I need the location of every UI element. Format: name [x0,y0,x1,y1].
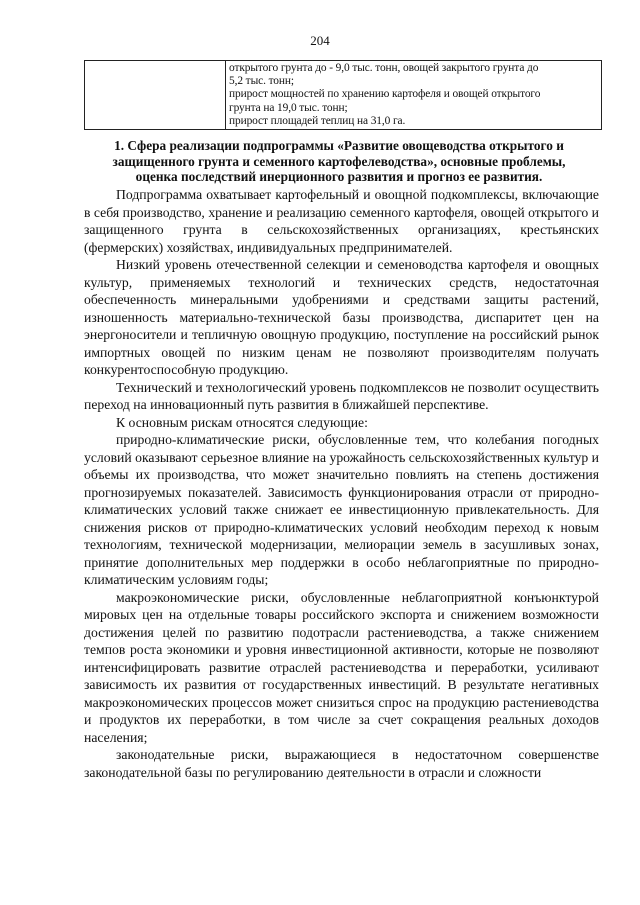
paragraph-problems: Низкий уровень отечественной селекции и семеноводства картофеля и овощных культур, применяемых технологий и технических средств, недостаточная обеспеченность минеральными удобрениями и средствами защиты растений, изношенность материально-технической базы производства, диспаритет цен на энергоносители и тепличную овощную продукцию, поступление на российский рынок импортных овощей по низким ценам не позволяют производителям получать конкурентоспособную продукцию. [84,257,599,377]
paragraph-climate-risks: природно-климатические риски, обусловленные тем, что колебания погодных условий оказывают серьезное влияние на урожайность сельскохозяйственных культур и объемы их производства, что может значительно повлиять на степень достижения прогнозируемых показателей. Зависимость функционирования отрасли от природно-климатических условий также снижает ее инвестиционную привлекательность. Для снижения рисков от природно-климатических условий необходим переход к новым технологиям, технической модернизации, мелиорации земель в засушливых зонах, принятие дополнительных мер поддержки в особо неблагоприятные по природно-климатическим условиям годы; [84,432,599,587]
continuation-table [84,60,602,130]
table-cell-line: грунта на 19,0 тыс. тонн; [229,101,348,114]
paragraph-overview: Подпрограмма охватывает картофельный и овощной подкомплексы, включающие в себя производство, хранение и реализацию семенного картофеля, овощей открытого и защищенного грунта в сельскохозяйственных организациях, крестьянских (фермерских) хозяйствах, индивидуальных предпринимателей. [84,187,599,255]
table-cell-line: прирост мощностей по хранению картофеля и овощей открытого [229,88,541,101]
table-cell-line: прирост площадей теплиц на 31,0 га. [229,114,406,127]
table-cell-line: открытого грунта до - 9,0 тыс. тонн, овощей закрытого грунта до [229,62,539,74]
paragraph-tech-level: Технический и технологический уровень подкомплексов не позволит осуществить переход на инновационный путь развития в ближайшей перспективе. [84,379,599,412]
body-text [84,186,599,781]
section-heading-line: защищенного грунта и семенного картофелеводства», основные проблемы, [112,153,566,169]
table-cell-empty [85,61,226,130]
paragraph-macro-risks: макроэкономические риски, обусловленные неблагоприятной конъюнктурой мировых цен на отдельные товары российского экспорта и снижением возможности достижения целей по развитию подотрасли растениеводства, а также снижением темпов роста экономики и уровня инвестиционной активности, которые не позволяют интенсифицировать развитие отраслей растениеводства и переработки, усиливают зависимость их развития от государственных инвестиций. В результате негативных макроэкономических процессов может снизиться спрос на продукцию растениеводства и продуктов их переработки, в том числе за счет сокращения реальных доходов населения; [84,589,599,745]
page-number: 204 [310,33,330,48]
table-cell-targets [226,61,602,130]
section-heading-line: 1. Сфера реализации подпрограммы «Развитие овощеводства открытого и [114,138,564,153]
table-row [85,61,602,130]
paragraph-risks-intro: К основным рискам относятся следующие: [116,414,368,430]
paragraph-legal-risks: законодательные риски, выражающиеся в недостаточном совершенстве законодательной базы по регулированию деятельности в отрасли и сложности [84,747,599,780]
section-heading-line: оценка последствий инерционного развития и прогноз ее развития. [135,169,543,184]
table-cell-line: 5,2 тыс. тонн; [229,75,294,88]
section-heading [80,138,598,185]
